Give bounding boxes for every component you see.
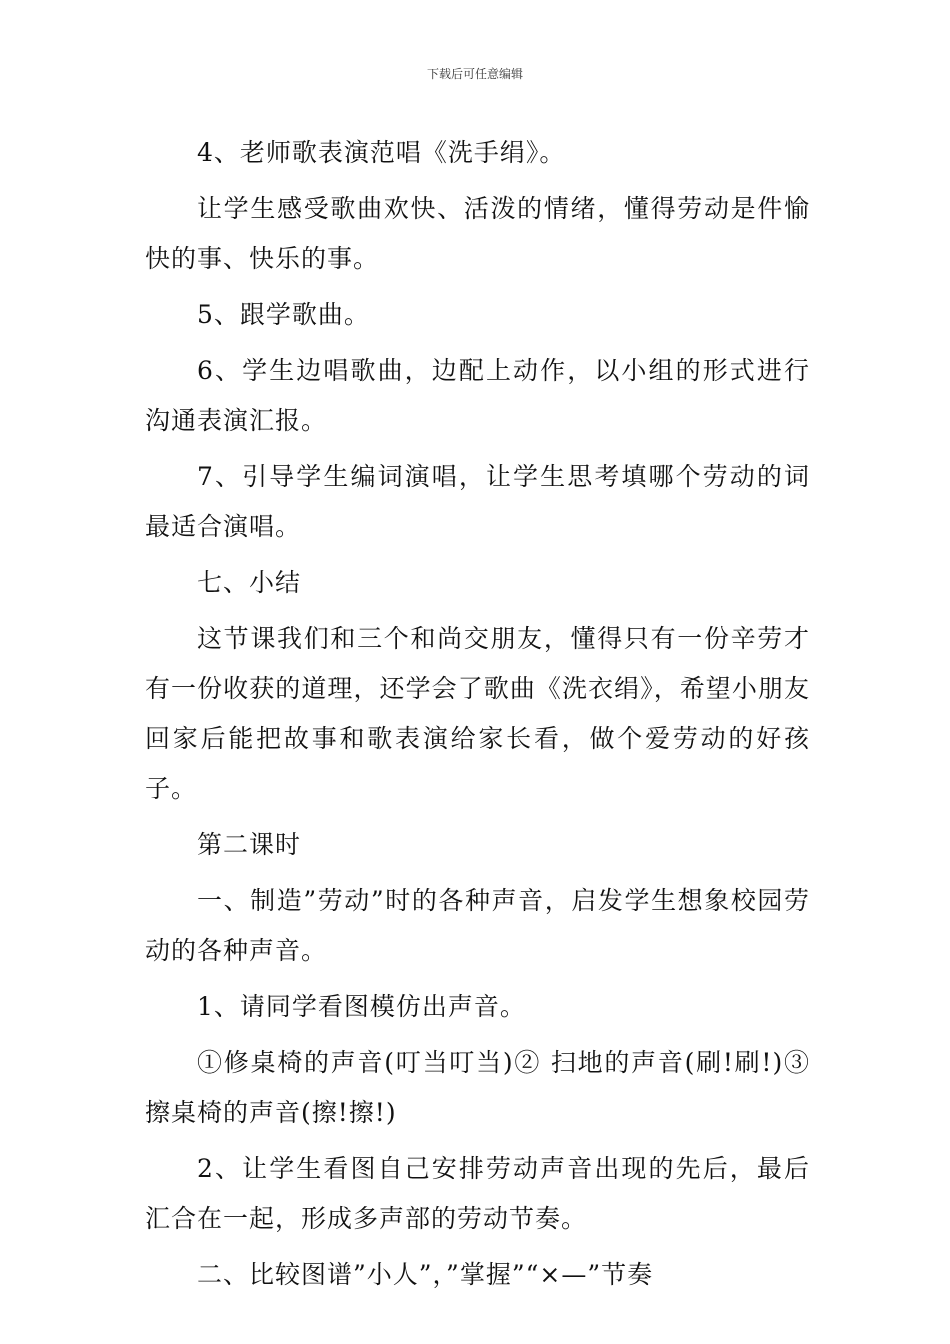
paragraph-10: 1、请同学看图模仿出声音。 xyxy=(197,992,526,1021)
paragraph-11: ①修桌椅的声音(叮当叮当)② 扫地的声音(刷!刷!)③擦桌椅的声音(擦!擦!) xyxy=(145,1048,810,1127)
paragraph-1: 4、老师歌表演范唱《洗手绢》。 xyxy=(197,138,566,167)
page-header-note: 下载后可任意编辑 xyxy=(426,67,523,81)
paragraph-2: 让学生感受歌曲欢快、活泼的情绪，懂得劳动是件愉快的事、快乐的事。 xyxy=(145,194,810,273)
paragraph-3: 5、跟学歌曲。 xyxy=(197,300,370,329)
paragraph-13: 二、比较图谱”小人”，”掌握”“×—”节奏 xyxy=(197,1260,654,1289)
paragraph-7: 这节课我们和三个和尚交朋友，懂得只有一份辛劳才有一份收获的道理，还学会了歌曲《洗衣绢》，希望小朋友回家后能把故事和歌表演给家长看，做个爱劳动的好孩子。 xyxy=(145,624,810,803)
paragraph-5: 7、引导学生编词演唱，让学生思考填哪个劳动的词最适合演唱。 xyxy=(145,462,810,541)
paragraph-4: 6、学生边唱歌曲，边配上动作，以小组的形式进行沟通表演汇报。 xyxy=(145,356,810,435)
section-heading-second-lesson: 第二课时 xyxy=(197,830,302,859)
paragraph-12: 2、让学生看图自己安排劳动声音出现的先后，最后汇合在一起，形成多声部的劳动节奏。 xyxy=(145,1154,810,1233)
paragraph-9: 一、制造”劳动”时的各种声音，启发学生想象校园劳动的各种声音。 xyxy=(145,886,810,965)
document-body xyxy=(145,128,810,1306)
section-heading-summary: 七、小结 xyxy=(197,568,302,597)
